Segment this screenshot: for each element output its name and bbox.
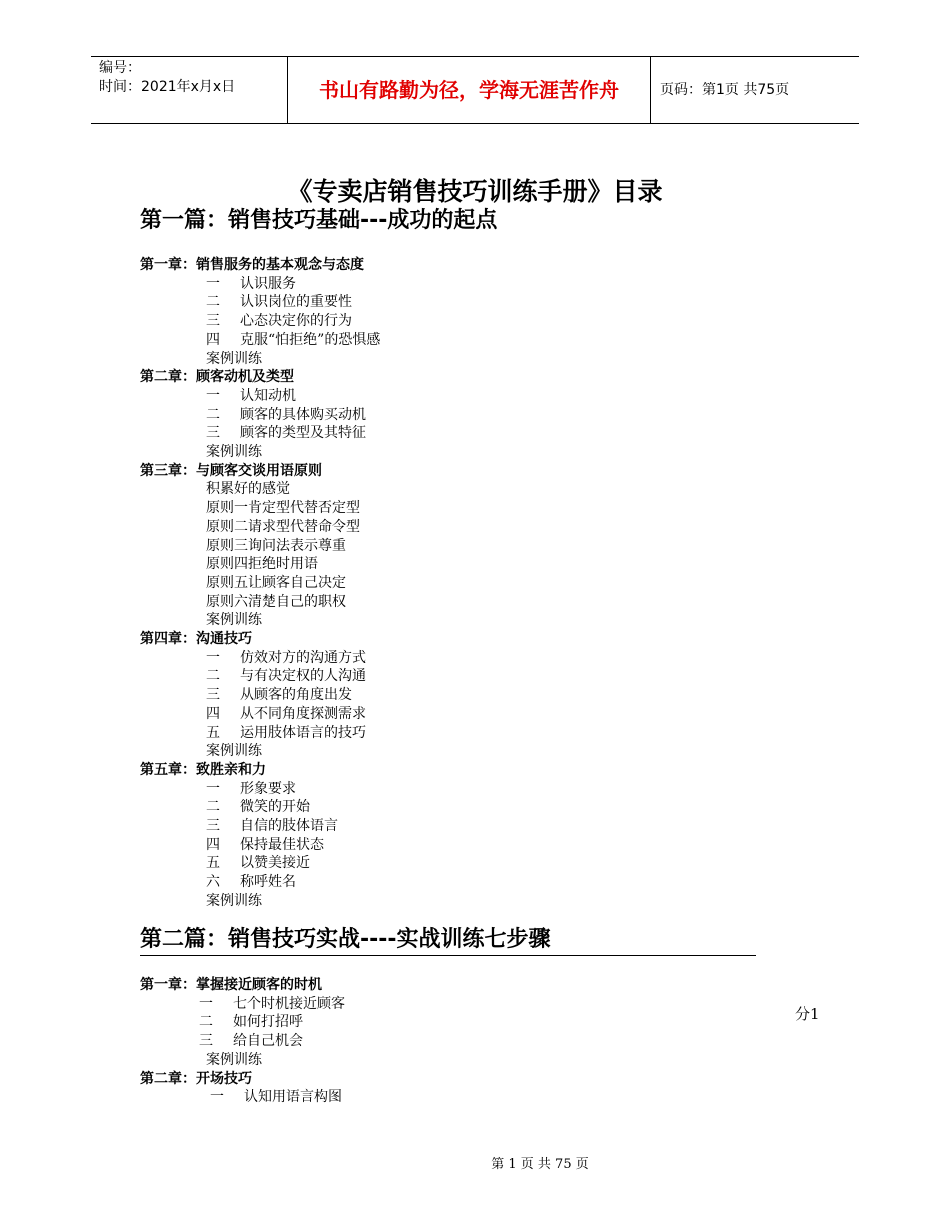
toc-item <box>199 995 345 1013</box>
item-text: 仿效对方的沟通方式 <box>240 649 366 666</box>
toc-item <box>206 836 324 854</box>
item-text: 积累好的感觉 <box>206 481 290 498</box>
toc-item <box>206 518 360 536</box>
toc-item <box>206 499 360 517</box>
item-number: 一 <box>206 649 220 666</box>
toc-item <box>206 312 352 330</box>
item-text: 案例训练 <box>206 612 262 629</box>
header-table <box>91 56 859 124</box>
item-text: 原则二请求型代替命令型 <box>206 518 360 535</box>
toc-item <box>206 443 262 461</box>
chapter-title: 第二章：开场技巧 <box>140 1070 252 1087</box>
item-text: 给自己机会 <box>233 1033 303 1050</box>
item-number: 二 <box>199 1014 213 1031</box>
item-number: 一 <box>206 275 220 292</box>
time-label: 时间：2021年x月x日 <box>99 79 236 95</box>
header-left-cell <box>91 57 287 123</box>
header-page-cell <box>650 57 859 123</box>
toc-item <box>206 555 318 573</box>
item-number: 二 <box>206 294 220 311</box>
item-text: 运用肢体语言的技巧 <box>240 724 366 741</box>
toc-item <box>206 424 366 442</box>
item-text: 称呼姓名 <box>240 874 296 891</box>
item-number: 三 <box>206 818 220 834</box>
chapter-title: 第三章：与顾客交谈用语原则 <box>140 462 322 479</box>
item-number: 三 <box>206 687 220 704</box>
toc-item <box>206 817 338 835</box>
item-text: 七个时机接近顾客 <box>233 995 345 1012</box>
toc-item <box>206 406 366 424</box>
toc-item <box>199 1032 303 1050</box>
toc-item <box>206 649 366 667</box>
motto: 书山有路勤为径，学海无涯苦作舟 <box>319 78 619 102</box>
page-info: 页码：第1页 共75页 <box>660 82 790 98</box>
item-text: 如何打招呼 <box>233 1014 303 1031</box>
toc-item <box>210 1088 342 1106</box>
toc-item <box>199 1013 303 1031</box>
item-text: 克服“怕拒绝”的恐惧感 <box>240 331 381 348</box>
item-number: 一 <box>206 780 220 797</box>
item-text: 案例训练 <box>206 444 262 460</box>
item-text: 保持最佳状态 <box>240 836 324 853</box>
item-text: 原则四拒绝时用语 <box>206 556 318 573</box>
item-text: 形象要求 <box>240 780 296 797</box>
item-number: 四 <box>206 836 220 853</box>
toc-item <box>206 686 352 704</box>
item-text: 案例训练 <box>206 350 262 367</box>
toc-item <box>206 667 366 685</box>
toc-item <box>206 331 380 349</box>
item-text: 认知用语言构图 <box>244 1089 342 1106</box>
item-text: 原则三询问法表示尊重 <box>206 537 346 554</box>
item-number: 五 <box>206 855 220 872</box>
item-number: 六 <box>206 874 220 891</box>
item-text: 认识岗位的重要性 <box>240 294 352 311</box>
item-number: 二 <box>206 799 220 816</box>
chapter-title: 第二章：顾客动机及类型 <box>140 369 294 386</box>
page-footer: 第 1 页 共 75 页 <box>491 1157 589 1172</box>
toc-item <box>206 780 296 798</box>
item-text: 案例训练 <box>206 1051 262 1068</box>
item-number: 四 <box>206 331 220 348</box>
item-text: 与有决定权的人沟通 <box>240 668 366 685</box>
chapter-title: 第一章：销售服务的基本观念与态度 <box>140 257 364 273</box>
item-number: 二 <box>206 406 220 423</box>
item-number: 三 <box>206 425 220 442</box>
item-text: 认知动机 <box>240 387 296 404</box>
item-number: 一 <box>210 1089 224 1106</box>
item-text: 从顾客的角度出发 <box>240 687 352 704</box>
toc-item <box>206 705 366 723</box>
toc-item <box>206 480 290 498</box>
item-text: 原则五让顾客自己决定 <box>206 574 346 591</box>
item-number: 一 <box>199 995 213 1012</box>
toc-item <box>206 854 310 872</box>
part1-title: 第一篇：销售技巧基础---成功的起点 <box>140 208 498 233</box>
item-text: 从不同角度探测需求 <box>240 705 366 722</box>
part2-title: 第二篇：销售技巧实战----实战训练七步骤 <box>140 926 756 956</box>
toc-item <box>206 387 296 405</box>
chapter-title: 第四章：沟通技巧 <box>140 631 252 647</box>
item-text: 自信的肢体语言 <box>240 818 338 834</box>
item-number: 五 <box>206 724 220 741</box>
toc-item <box>206 742 262 760</box>
item-number: 四 <box>206 705 220 722</box>
toc-item <box>206 293 352 311</box>
toc-item <box>206 574 346 592</box>
side-note: 分1 <box>795 1005 820 1023</box>
item-text: 顾客的类型及其特征 <box>240 425 366 442</box>
toc-item <box>206 892 262 910</box>
item-text: 原则一肯定型代替否定型 <box>206 500 360 517</box>
item-text: 原则六清楚自己的职权 <box>206 593 346 610</box>
toc-item <box>206 350 262 368</box>
document-title: 《专卖店销售技巧训练手册》目录 <box>287 177 663 206</box>
item-number: 二 <box>206 668 220 685</box>
item-text: 认识服务 <box>240 275 296 292</box>
toc-item <box>206 275 296 293</box>
toc-item <box>206 1051 262 1069</box>
toc-item <box>206 611 262 629</box>
number-label: 编号： <box>99 60 141 76</box>
chapter-title: 第一章：掌握接近顾客的时机 <box>140 977 322 993</box>
toc-item <box>206 798 310 816</box>
item-text: 微笑的开始 <box>240 799 310 816</box>
chapter-title: 第五章：致胜亲和力 <box>140 761 266 778</box>
toc-item <box>206 724 366 742</box>
toc-item <box>206 593 346 611</box>
item-number: 三 <box>206 313 220 330</box>
item-text: 以赞美接近 <box>240 855 310 872</box>
item-text: 心态决定你的行为 <box>240 313 352 330</box>
toc-item <box>206 873 296 891</box>
item-number: 三 <box>199 1033 213 1050</box>
item-text: 案例训练 <box>206 892 262 909</box>
item-text: 顾客的具体购买动机 <box>240 406 366 423</box>
header-motto-cell <box>287 57 651 123</box>
item-text: 案例训练 <box>206 743 262 760</box>
item-number: 一 <box>206 387 220 404</box>
toc-item <box>206 537 346 555</box>
